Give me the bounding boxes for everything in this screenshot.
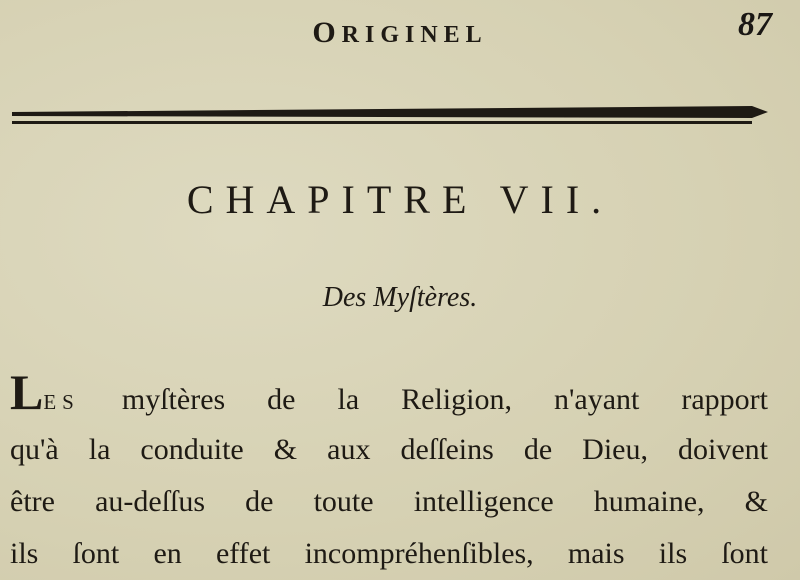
double-rule-ornament	[12, 102, 768, 132]
line-1-text: myſtères de la Religion, n'ayant rapport	[79, 383, 768, 416]
lead-caps: ES	[43, 390, 80, 414]
page-number: 87	[738, 6, 772, 43]
text-line-1	[10, 364, 768, 424]
section-title: Des Myſtères.	[322, 282, 478, 313]
text-line-2: qu'à la conduite & aux deſſeins de Dieu, doivent	[10, 433, 768, 466]
running-head-rest: RIGINEL	[341, 22, 488, 48]
chapter-heading: CHAPITRE VII.	[186, 177, 614, 222]
running-head-initial: O	[312, 16, 342, 49]
drop-cap: L	[10, 364, 44, 420]
text-line-4: ils ſont en effet incompréhenſibles, mais ils ſont	[10, 537, 768, 570]
body-paragraph	[10, 364, 768, 580]
text-line-3: être au-deſſus de toute intelligence humaine, &	[10, 485, 768, 518]
running-head	[0, 16, 800, 50]
